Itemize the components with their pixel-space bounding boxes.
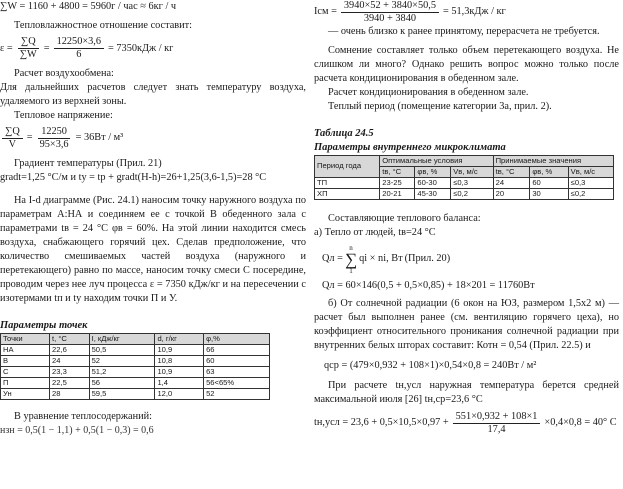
table-cell: 1,4	[155, 377, 204, 388]
table-header-cell: Оптимальные условия	[380, 155, 493, 166]
table-row	[1, 355, 270, 366]
equation-moisture-total: ∑W = 1160 + 4800 = 5960г / час ≈ 6кг / ч	[0, 1, 177, 12]
table-header-cell: φ,%	[204, 333, 270, 344]
table-cell: Ун	[1, 388, 50, 399]
table-row	[1, 344, 270, 355]
paragraph-id-diagram: На I-d диаграмме (Рис. 24.1) наносим точку наружного воздуха по параметрам А:НА и соединяем ее с точкой В обеденного зала с параметрами tв = 24 °С φв = 60%. На этой линии находится смесь воздуха, снабжающего горячий цех. Сделав предположение, что количество смешиваемых частей воздуха (наружного и перетекающего) равно по массе, наносим точку смеси С посередине, проводим через нее луч процесса ε = 7350 кДж/кг и на пересечении с изотермами tп и tу находим точки П и У.	[0, 194, 306, 305]
table-cell: 10,8	[155, 355, 204, 366]
paragraph-close: — очень близко к ранее принятому, перерасчета не требуется.	[328, 26, 600, 37]
table-header-cell: I, кДж/кг	[89, 333, 155, 344]
table-cell: П	[1, 377, 50, 388]
fraction-q-w-value: $\frac{12250\times 3,6}{6}$	[54, 36, 104, 61]
paragraph-ac: Расчет кондиционирования в обеденном зале.	[328, 87, 529, 99]
fraction-heat-value: $\frac{12250}{95\times 3,6}$	[39, 125, 69, 150]
equation-heat-stress: $\frac{\sum Q}{V}$ = $\frac{12250}{95\times 3,6}$ = 36Вт / м³	[0, 126, 306, 151]
equation-ql-sum: Qл = n ∑ 1 qi × ni, Вт (Прил. 20)	[322, 243, 451, 275]
paragraph-heatstress: Тепловое напряжение:	[14, 110, 113, 122]
table-cell: 24	[50, 355, 90, 366]
paragraph-doubt: Сомнение составляет только объем перетекающего воздуха. Не слишком ли много? Однако решить вопрос можно только после расчета кондиционирования в обеденном зале.	[314, 45, 619, 85]
table-cell: ХП	[315, 188, 380, 199]
table-header-cell: d, г/кг	[155, 333, 204, 344]
equation-gradt: gradt=1,25 °С/м и tу = tр + gradt(H-h)=26+1,25(3,6-1,5)=28 °С	[0, 171, 267, 183]
paragraph-gradient: Градиент температуры (Прил. 21)	[14, 157, 162, 169]
table-cell: 50,5	[89, 344, 155, 355]
table-header-cell: Принимаемые значения	[493, 155, 613, 166]
table-cell: 60	[204, 355, 270, 366]
table-row	[1, 388, 270, 399]
left-column	[0, 0, 306, 436]
paragraph-solar: б) От солнечной радиации (6 окон на ЮЗ, размером 1,5х2 м) — расчет был выполнен ранее (см. вентиляцию горячего цеха), но коэффициент относительного проникания солнечной радиации при внутренних белых шторах составит: Котн = 0,54 (Прил. 22.5) и	[314, 298, 619, 352]
clipped-equation-fragment: нзн = 0,5(1 − 1,1) + 0,5(1 − 0,3) = 0,6	[0, 424, 154, 436]
equation-ql-value: Qл = 60×146(0,5 + 0,5×0,85) + 18×201 = 11760Вт	[322, 279, 535, 291]
fraction-icm: $\frac{3940\times 52 + 3840\times 50,5}{3940 + 3840}$	[341, 0, 439, 25]
table-cell: 59,5	[89, 388, 155, 399]
table-row	[1, 366, 270, 377]
table-cell: 28	[50, 388, 90, 399]
table-cell: ≤0,3	[451, 177, 493, 188]
table-header-cell: tв, °С	[493, 166, 530, 177]
table-cell: 20	[493, 188, 530, 199]
table-cell: 23,3	[50, 366, 90, 377]
table-cell: 52	[89, 355, 155, 366]
table-cell: 45-30	[415, 188, 451, 199]
table-cell: ≤0,3	[568, 177, 613, 188]
equation-tn: tн,усл = 23,6 + 0,5×10,5×0,97 + $\frac{551\times 0,932 + 108\times 1}{17,4}$ ×0,4×0,8 = 40° С	[314, 410, 617, 435]
table-cell: ≤0,2	[568, 188, 613, 199]
equation-icm: Iсм = $\frac{3940\times 52 + 3840\times 50,5}{3940 + 3840}$ = 51,3кДж / кг	[314, 0, 506, 24]
sum-operator: n ∑ 1	[344, 243, 358, 275]
table-cell: 10,9	[155, 344, 204, 355]
table-header-cell: Vв, м/с	[451, 166, 493, 177]
table-header-row	[1, 333, 270, 344]
equation-epsilon: ε = $\frac{\sum Q}{\sum W}$ = $\frac{12250\times 3,6}{6}$ = 7350кДж / кг	[0, 36, 174, 61]
right-column	[314, 0, 619, 436]
table-header-cell: Vв, м/с	[568, 166, 613, 177]
table-cell: 30	[530, 188, 568, 199]
table-cell: 20-21	[380, 188, 415, 199]
paragraph-outdoor-temp: При расчете tн,усл наружная температура берется средней максимальной июля [26] tн,ср=23,6 °С	[314, 379, 619, 405]
table-cell: 60	[530, 177, 568, 188]
table-cell: С	[1, 366, 50, 377]
table-cell: 24	[493, 177, 530, 188]
paragraph-warm-period: Теплый период (помещение категории 3а, прил. 2).	[328, 101, 552, 113]
table-cell: 60-30	[415, 177, 451, 188]
table-cell: 56<65%	[204, 377, 270, 388]
table-cell: 22,6	[50, 344, 90, 355]
table-header-cell: tв, °С	[380, 166, 415, 177]
table-points-title: Параметры точек	[0, 319, 88, 331]
table-header-cell: t, °С	[50, 333, 90, 344]
fraction-sumq-sumw: $\frac{\sum Q}{\sum W}$	[19, 36, 37, 61]
fraction-sumq-v: $\frac{\sum Q}{V}$	[2, 126, 23, 151]
table-points	[0, 333, 270, 400]
table-header-cell: Точки	[1, 333, 50, 344]
table-microclimate	[314, 155, 614, 200]
table-cell: 22,5	[50, 377, 90, 388]
paragraph-further: Для дальнейших расчетов следует знать температуру воздуха, удаляемого из верхней зоны.	[0, 82, 306, 108]
table-header-cell: Период года	[315, 155, 380, 177]
table-cell: В	[1, 355, 50, 366]
table-microclimate-title: Параметры внутреннего микроклимата	[314, 141, 506, 153]
table-cell: 12,0	[155, 388, 204, 399]
table-group-header-row	[315, 155, 614, 166]
table-cell: 56	[89, 377, 155, 388]
table-cell: ТП	[315, 177, 380, 188]
table-cell: 10,9	[155, 366, 204, 377]
table-cell: 23-25	[380, 177, 415, 188]
table-cell: ≤0,2	[451, 188, 493, 199]
table-row	[315, 177, 614, 188]
table-header-cell: φв, %	[415, 166, 451, 177]
table-microclimate-number: Таблица 24.5	[314, 127, 374, 139]
table-row	[315, 188, 614, 199]
table-cell: 66	[204, 344, 270, 355]
table-cell: 51,2	[89, 366, 155, 377]
equation-qsr: qср = (479×0,932 + 108×1)×0,54×0,8 = 240Вт / м²	[324, 360, 537, 372]
paragraph-people: а) Тепло от людей, tв=24 °С	[314, 226, 436, 238]
table-cell: 63	[204, 366, 270, 377]
paragraph-balance: Составляющие теплового баланса:	[328, 212, 481, 224]
paragraph-airex: Расчет воздухообмена:	[14, 68, 114, 80]
table-header-cell: φв, %	[530, 166, 568, 177]
table-cell: 52	[204, 388, 270, 399]
paragraph-heat-moisture: В уравнение теплосодержаний:	[14, 410, 152, 422]
table-cell: НА	[1, 344, 50, 355]
fraction-tn: $\frac{551\times 0,932 + 108\times 1}{17,4}$	[453, 411, 541, 436]
paragraph-ratio: Тепловлажностное отношение составит:	[14, 20, 193, 32]
table-row	[1, 377, 270, 388]
